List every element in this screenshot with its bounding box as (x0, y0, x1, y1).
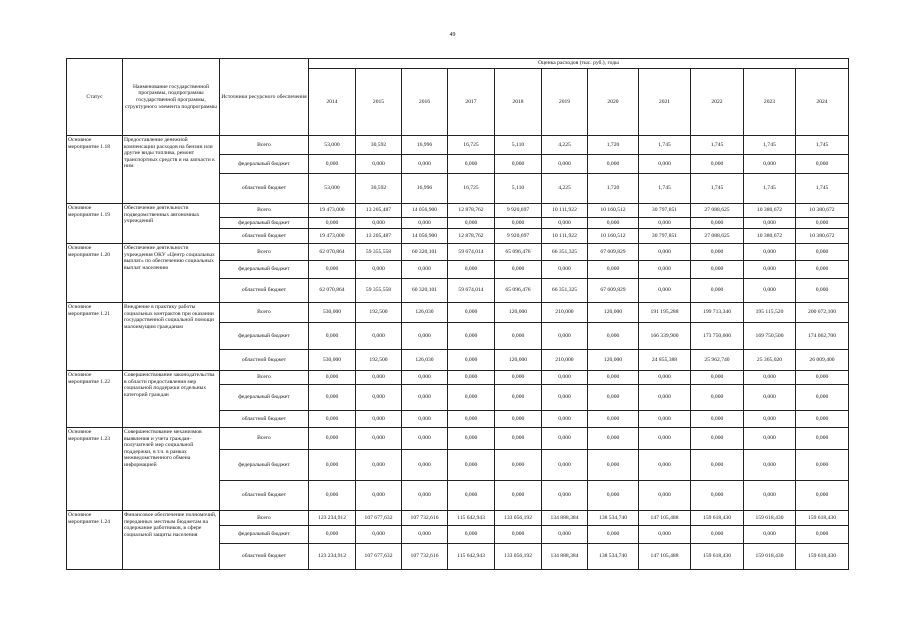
amount-cell: 65 096,476 (495, 244, 542, 261)
funding-source: областной бюджет (220, 174, 309, 204)
amount-cell: 0,000 (356, 411, 402, 428)
measure-description: Обеспечение деятельности подведомственных автономных учреждений (123, 204, 220, 244)
amount-cell: 26 009,400 (796, 350, 849, 371)
amount-cell: 0,000 (495, 371, 542, 385)
amount-cell: 0,000 (691, 450, 744, 481)
funding-source: Всего (220, 371, 309, 385)
measure-status: Основное мероприятие 1.22 (67, 371, 123, 428)
amount-cell: 0,000 (639, 244, 691, 261)
amount-cell: 0,000 (495, 428, 542, 450)
amount-cell: 0,000 (796, 218, 849, 229)
amount-cell: 0,000 (796, 279, 849, 303)
amount-cell: 0,000 (588, 155, 639, 174)
amount-cell: 0,000 (402, 411, 448, 428)
amount-cell: 0,000 (691, 155, 744, 174)
amount-cell: 0,000 (796, 155, 849, 174)
amount-cell: 530,000 (309, 303, 356, 323)
amount-cell: 0,000 (744, 155, 796, 174)
amount-cell: 0,000 (796, 261, 849, 279)
amount-cell: 0,000 (744, 371, 796, 385)
measure-status: Основное мероприятие 1.19 (67, 204, 123, 244)
amount-cell: 10 111,922 (542, 229, 588, 244)
amount-cell: 169 750,500 (744, 323, 796, 350)
amount-cell: 0,000 (309, 450, 356, 481)
funding-source: областной бюджет (220, 544, 309, 570)
amount-cell: 59 355,558 (356, 279, 402, 303)
funding-source: федеральный бюджет (220, 323, 309, 350)
amount-cell: 59 355,558 (356, 244, 402, 261)
amount-cell: 133 056,192 (495, 544, 542, 570)
amount-cell: 0,000 (588, 261, 639, 279)
amount-cell: 53,000 (309, 136, 356, 155)
amount-cell: 138 534,740 (588, 544, 639, 570)
amount-cell: 0,000 (639, 411, 691, 428)
amount-cell: 0,000 (744, 450, 796, 481)
funding-source: федеральный бюджет (220, 526, 309, 544)
funding-source: федеральный бюджет (220, 385, 309, 411)
amount-cell: 53,000 (309, 174, 356, 204)
amount-cell: 120,000 (588, 350, 639, 371)
header-status: Статус (67, 59, 123, 136)
amount-cell: 0,000 (542, 385, 588, 411)
amount-cell: 66 351,325 (542, 279, 588, 303)
amount-cell: 0,000 (356, 261, 402, 279)
amount-cell: 191 195,288 (639, 303, 691, 323)
amount-cell: 0,000 (796, 411, 849, 428)
measure-description: Финансовое обеспечение полномочий, переданных местным бюджетам на содержание работников, в сфере социальной защиты населения (123, 511, 220, 570)
amount-cell: 147 105,488 (639, 544, 691, 570)
amount-cell: 1,745 (691, 136, 744, 155)
amount-cell: 0,000 (356, 385, 402, 411)
amount-cell: 0,000 (402, 155, 448, 174)
amount-cell: 0,000 (356, 428, 402, 450)
year-header: 2017 (448, 69, 495, 136)
year-header: 2020 (588, 69, 639, 136)
amount-cell: 16,725 (448, 174, 495, 204)
amount-cell: 1,745 (796, 136, 849, 155)
amount-cell: 199 713,340 (691, 303, 744, 323)
amount-cell: 0,000 (309, 371, 356, 385)
amount-cell: 138 534,740 (588, 511, 639, 526)
amount-cell: 159 618,430 (691, 511, 744, 526)
amount-cell: 123 234,912 (309, 544, 356, 570)
amount-cell: 0,000 (402, 371, 448, 385)
amount-cell: 0,000 (402, 450, 448, 481)
amount-cell: 1,745 (744, 174, 796, 204)
amount-cell: 1,745 (639, 136, 691, 155)
amount-cell: 195 115,520 (744, 303, 796, 323)
amount-cell: 0,000 (356, 323, 402, 350)
funding-source: Всего (220, 244, 309, 261)
amount-cell: 12 878,762 (448, 229, 495, 244)
amount-cell: 0,000 (542, 261, 588, 279)
measure-status: Основное мероприятие 1.18 (67, 136, 123, 204)
amount-cell: 147 105,488 (639, 511, 691, 526)
amount-cell: 0,000 (356, 450, 402, 481)
amount-cell: 134 888,384 (542, 511, 588, 526)
funding-source: областной бюджет (220, 229, 309, 244)
amount-cell: 25 365,020 (744, 350, 796, 371)
amount-cell: 0,000 (402, 385, 448, 411)
table-row (67, 371, 849, 385)
amount-cell: 159 618,430 (796, 544, 849, 570)
amount-cell: 0,000 (588, 481, 639, 511)
amount-cell: 0,000 (639, 371, 691, 385)
amount-cell: 10 160,512 (588, 229, 639, 244)
amount-cell: 0,000 (542, 371, 588, 385)
amount-cell: 133 056,192 (495, 511, 542, 526)
amount-cell: 0,000 (356, 155, 402, 174)
amount-cell: 0,000 (402, 481, 448, 511)
amount-cell: 30 797,851 (639, 229, 691, 244)
amount-cell: 0,000 (448, 303, 495, 323)
amount-cell: 120,000 (588, 303, 639, 323)
amount-cell: 10 380,672 (796, 204, 849, 218)
amount-cell: 30 797,851 (639, 204, 691, 218)
amount-cell: 0,000 (796, 244, 849, 261)
amount-cell: 0,000 (448, 481, 495, 511)
amount-cell: 0,000 (744, 411, 796, 428)
amount-cell: 0,000 (796, 481, 849, 511)
amount-cell: 0,000 (639, 261, 691, 279)
year-header: 2014 (309, 69, 356, 136)
amount-cell: 0,000 (639, 279, 691, 303)
amount-cell: 159 618,430 (744, 511, 796, 526)
amount-cell: 126,030 (402, 303, 448, 323)
amount-cell: 166 339,900 (639, 323, 691, 350)
amount-cell: 65 096,476 (495, 279, 542, 303)
amount-cell: 0,000 (495, 155, 542, 174)
amount-cell: 0,000 (796, 428, 849, 450)
funding-source: областной бюджет (220, 279, 309, 303)
amount-cell: 0,000 (309, 261, 356, 279)
amount-cell: 59 674,014 (448, 244, 495, 261)
amount-cell: 0,000 (588, 428, 639, 450)
amount-cell: 0,000 (542, 218, 588, 229)
amount-cell: 24 855,388 (639, 350, 691, 371)
amount-cell: 0,000 (588, 323, 639, 350)
amount-cell: 10 380,672 (796, 229, 849, 244)
funding-source: федеральный бюджет (220, 155, 309, 174)
amount-cell: 0,000 (542, 428, 588, 450)
amount-cell: 0,000 (495, 218, 542, 229)
amount-cell: 1,720 (588, 174, 639, 204)
amount-cell: 67 609,829 (588, 279, 639, 303)
amount-cell: 0,000 (691, 218, 744, 229)
funding-source: областной бюджет (220, 481, 309, 511)
funding-source: областной бюджет (220, 411, 309, 428)
amount-cell: 0,000 (542, 450, 588, 481)
year-header: 2021 (639, 69, 691, 136)
amount-cell: 210,000 (542, 350, 588, 371)
funding-source: федеральный бюджет (220, 218, 309, 229)
amount-cell: 0,000 (744, 526, 796, 544)
amount-cell: 4,225 (542, 174, 588, 204)
amount-cell: 200 072,100 (796, 303, 849, 323)
amount-cell: 0,000 (495, 261, 542, 279)
amount-cell: 12 878,762 (448, 204, 495, 218)
funding-source: областной бюджет (220, 350, 309, 371)
measure-description: Совершенствование механизмов выявления и учета граждан-получателей мер социальной поддержки, в т.ч. в рамках межведомственного обмена информацией (123, 428, 220, 511)
amount-cell: 0,000 (309, 385, 356, 411)
amount-cell: 107 732,616 (402, 511, 448, 526)
amount-cell: 0,000 (588, 371, 639, 385)
table-row (67, 244, 849, 261)
amount-cell: 0,000 (744, 481, 796, 511)
amount-cell: 0,000 (639, 385, 691, 411)
amount-cell: 0,000 (356, 526, 402, 544)
measure-description: Внедрение в практику работы социальных контрактов при оказании государственной социальной помощи малоимущим гражданам (123, 303, 220, 371)
measure-description: Совершенствование законодательства в области предоставления мер социальной поддержки отдельных категорий граждан (123, 371, 220, 428)
amount-cell: 0,000 (309, 218, 356, 229)
amount-cell: 0,000 (588, 526, 639, 544)
amount-cell: 0,000 (691, 526, 744, 544)
year-header: 2018 (495, 69, 542, 136)
amount-cell: 115 642,943 (448, 511, 495, 526)
amount-cell: 0,000 (796, 526, 849, 544)
amount-cell: 0,000 (639, 155, 691, 174)
amount-cell: 0,000 (402, 218, 448, 229)
amount-cell: 62 070,864 (309, 244, 356, 261)
amount-cell: 0,000 (744, 385, 796, 411)
amount-cell: 0,000 (796, 450, 849, 481)
amount-cell: 0,000 (796, 371, 849, 385)
amount-cell: 0,000 (402, 323, 448, 350)
amount-cell: 0,000 (356, 371, 402, 385)
amount-cell: 0,000 (744, 279, 796, 303)
amount-cell: 4,225 (542, 136, 588, 155)
amount-cell: 10 160,512 (588, 204, 639, 218)
funding-source: федеральный бюджет (220, 261, 309, 279)
amount-cell: 10 380,672 (744, 229, 796, 244)
amount-cell: 13 205,487 (356, 204, 402, 218)
amount-cell: 210,000 (542, 303, 588, 323)
year-header: 2015 (356, 69, 402, 136)
amount-cell: 0,000 (542, 411, 588, 428)
amount-cell: 0,000 (402, 526, 448, 544)
amount-cell: 530,000 (309, 350, 356, 371)
amount-cell: 14 056,900 (402, 229, 448, 244)
amount-cell: 25 962,740 (691, 350, 744, 371)
amount-cell: 0,000 (495, 526, 542, 544)
amount-cell: 5,110 (495, 174, 542, 204)
amount-cell: 59 674,014 (448, 279, 495, 303)
amount-cell: 0,000 (448, 218, 495, 229)
amount-cell: 126,030 (402, 350, 448, 371)
year-header: 2016 (402, 69, 448, 136)
amount-cell: 1,745 (744, 136, 796, 155)
amount-cell: 0,000 (744, 244, 796, 261)
amount-cell: 0,000 (495, 385, 542, 411)
amount-cell: 134 888,384 (542, 544, 588, 570)
amount-cell: 60 320,101 (402, 244, 448, 261)
amount-cell: 16,996 (402, 136, 448, 155)
amount-cell: 0,000 (588, 218, 639, 229)
amount-cell: 0,000 (588, 450, 639, 481)
amount-cell: 0,000 (639, 218, 691, 229)
amount-cell: 0,000 (495, 323, 542, 350)
header-source: Источники ресурсного обеспечения (220, 59, 309, 136)
amount-cell: 27 088,625 (691, 229, 744, 244)
amount-cell: 0,000 (744, 428, 796, 450)
amount-cell: 192,500 (356, 350, 402, 371)
funding-source: Всего (220, 303, 309, 323)
budget-table (66, 58, 849, 570)
amount-cell: 0,000 (309, 526, 356, 544)
amount-cell: 159 618,430 (691, 544, 744, 570)
amount-cell: 0,000 (356, 481, 402, 511)
amount-cell: 0,000 (744, 261, 796, 279)
amount-cell: 0,000 (691, 411, 744, 428)
amount-cell: 107 732,616 (402, 544, 448, 570)
year-header: 2024 (796, 69, 849, 136)
measure-description: Предоставление денежной компенсации расходов на бензин или другие виды топлива, ремонт транспортных средств и на запчасти к ним (123, 136, 220, 204)
amount-cell: 16,725 (448, 136, 495, 155)
measure-status: Основное мероприятие 1.21 (67, 303, 123, 371)
amount-cell: 159 618,430 (744, 544, 796, 570)
amount-cell: 0,000 (495, 481, 542, 511)
amount-cell: 0,000 (691, 261, 744, 279)
amount-cell: 19 473,000 (309, 204, 356, 218)
amount-cell: 1,745 (691, 174, 744, 204)
amount-cell: 0,000 (691, 279, 744, 303)
year-header: 2019 (542, 69, 588, 136)
amount-cell: 30,592 (356, 174, 402, 204)
amount-cell: 0,000 (691, 428, 744, 450)
amount-cell: 67 609,829 (588, 244, 639, 261)
funding-source: Всего (220, 428, 309, 450)
funding-source: федеральный бюджет (220, 450, 309, 481)
funding-source: Всего (220, 136, 309, 155)
amount-cell: 120,000 (495, 350, 542, 371)
amount-cell: 0,000 (495, 411, 542, 428)
table-row (67, 511, 849, 526)
amount-cell: 0,000 (448, 428, 495, 450)
amount-cell: 0,000 (691, 244, 744, 261)
amount-cell: 0,000 (402, 428, 448, 450)
funding-source: Всего (220, 204, 309, 218)
amount-cell: 0,000 (448, 371, 495, 385)
amount-cell: 0,000 (542, 323, 588, 350)
amount-cell: 0,000 (309, 411, 356, 428)
header-estimate: Оценка расходов (тыс. руб.), годы (309, 59, 849, 69)
amount-cell: 9 920,697 (495, 204, 542, 218)
table-row (67, 136, 849, 155)
amount-cell: 9 920,697 (495, 229, 542, 244)
amount-cell: 0,000 (448, 155, 495, 174)
amount-cell: 107 677,632 (356, 511, 402, 526)
amount-cell: 27 088,625 (691, 204, 744, 218)
amount-cell: 123 234,912 (309, 511, 356, 526)
table-row (67, 428, 849, 450)
amount-cell: 0,000 (448, 411, 495, 428)
amount-cell: 0,000 (448, 261, 495, 279)
amount-cell: 0,000 (796, 385, 849, 411)
amount-cell: 0,000 (309, 155, 356, 174)
amount-cell: 0,000 (448, 385, 495, 411)
amount-cell: 0,000 (448, 450, 495, 481)
amount-cell: 173 750,600 (691, 323, 744, 350)
amount-cell: 0,000 (356, 218, 402, 229)
amount-cell: 60 320,101 (402, 279, 448, 303)
amount-cell: 66 351,325 (542, 244, 588, 261)
amount-cell: 0,000 (309, 428, 356, 450)
amount-cell: 16,996 (402, 174, 448, 204)
amount-cell: 0,000 (542, 155, 588, 174)
amount-cell: 0,000 (744, 218, 796, 229)
amount-cell: 0,000 (639, 428, 691, 450)
amount-cell: 19 473,000 (309, 229, 356, 244)
amount-cell: 10 111,922 (542, 204, 588, 218)
page-number: 49 (449, 32, 456, 38)
amount-cell: 0,000 (691, 481, 744, 511)
amount-cell: 0,000 (639, 450, 691, 481)
amount-cell: 115 642,943 (448, 544, 495, 570)
amount-cell: 0,000 (588, 411, 639, 428)
amount-cell: 0,000 (691, 371, 744, 385)
amount-cell: 0,000 (588, 385, 639, 411)
header-name: Наименование государственной программы, подпрограммы государственной программы, структурного элемента подпрограммы (123, 59, 220, 136)
amount-cell: 0,000 (448, 526, 495, 544)
amount-cell: 159 618,430 (796, 511, 849, 526)
measure-description: Обеспечение деятельности учреждения ОКУ «Центр социальных выплат» по обеспечению социальных выплат населению (123, 244, 220, 303)
amount-cell: 0,000 (542, 481, 588, 511)
amount-cell: 192,500 (356, 303, 402, 323)
amount-cell: 0,000 (639, 481, 691, 511)
funding-source: Всего (220, 511, 309, 526)
amount-cell: 0,000 (448, 350, 495, 371)
amount-cell: 0,000 (309, 481, 356, 511)
amount-cell: 1,720 (588, 136, 639, 155)
amount-cell: 13 205,487 (356, 229, 402, 244)
amount-cell: 1,745 (639, 174, 691, 204)
amount-cell: 0,000 (691, 385, 744, 411)
amount-cell: 0,000 (542, 526, 588, 544)
amount-cell: 30,592 (356, 136, 402, 155)
amount-cell: 0,000 (639, 526, 691, 544)
amount-cell: 120,000 (495, 303, 542, 323)
amount-cell: 62 070,864 (309, 279, 356, 303)
table-row (67, 303, 849, 323)
year-header: 2023 (744, 69, 796, 136)
amount-cell: 0,000 (402, 261, 448, 279)
measure-status: Основное мероприятие 1.24 (67, 511, 123, 570)
amount-cell: 0,000 (495, 450, 542, 481)
amount-cell: 10 380,672 (744, 204, 796, 218)
amount-cell: 107 677,632 (356, 544, 402, 570)
table-row (67, 204, 849, 218)
amount-cell: 5,110 (495, 136, 542, 155)
amount-cell: 0,000 (309, 323, 356, 350)
measure-status: Основное мероприятие 1.20 (67, 244, 123, 303)
measure-status: Основное мероприятие 1.23 (67, 428, 123, 511)
amount-cell: 174 062,700 (796, 323, 849, 350)
amount-cell: 0,000 (448, 323, 495, 350)
amount-cell: 1,745 (796, 174, 849, 204)
amount-cell: 14 056,900 (402, 204, 448, 218)
year-header: 2022 (691, 69, 744, 136)
